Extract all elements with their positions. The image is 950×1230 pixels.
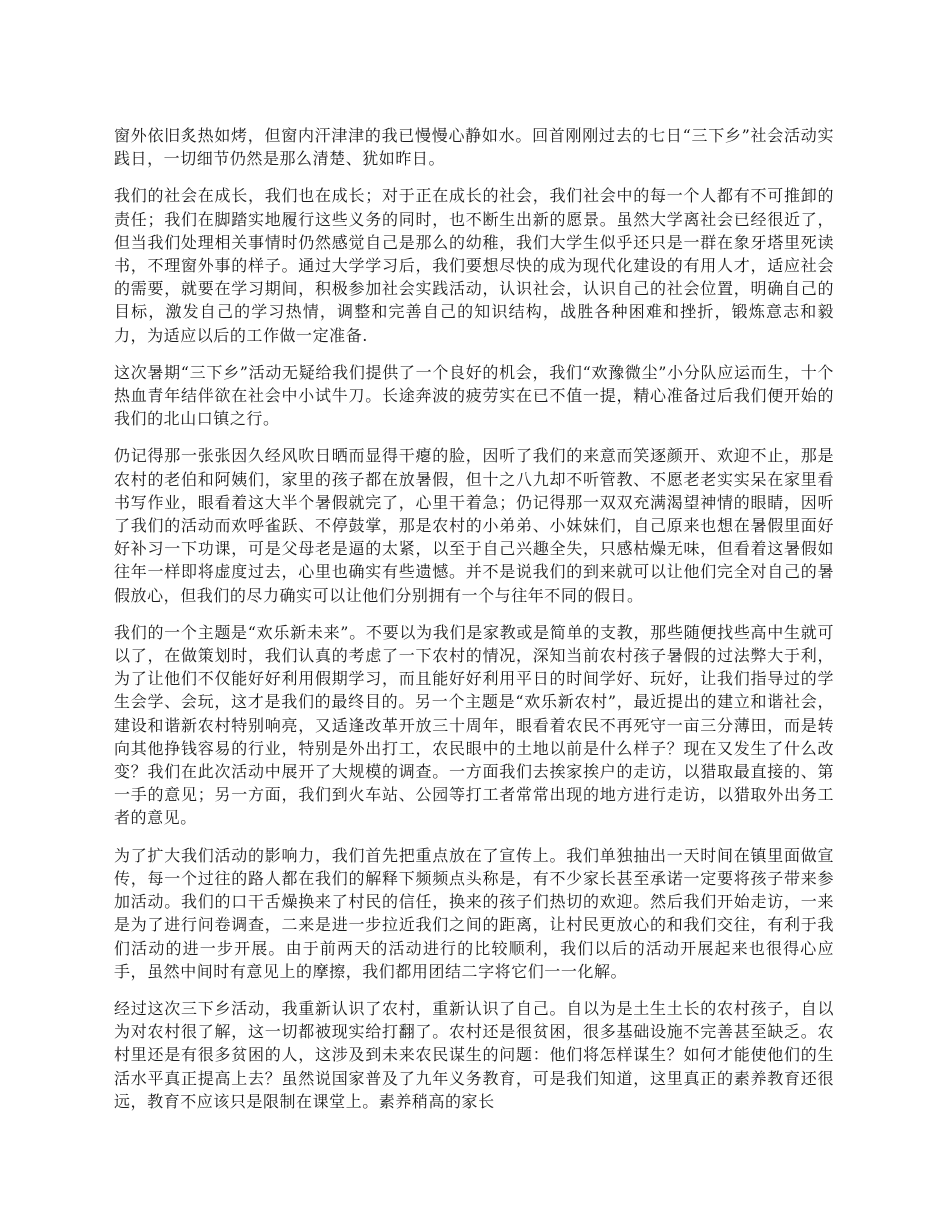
- paragraph: 我们的一个主题是“欢乐新未来”。不要以为我们是家教或是简单的支教，那些随便找些高中生就可以了，在做策划时，我们认真的考虑了一下农村的情况，深知当前农村孩子暑假的过法弊大于利，为了让他们不仅能好好利用假期学习，而且能好好利用平日的时间学好、玩好，让我们指导过的学生会学、会玩，这才是我们的最终目的。另一个主题是“欢乐新农村”，最近提出的建立和谐社会，建设和谐新农村特别响亮，又适逢改革开放三十周年，眼看着农民不再死守一亩三分薄田，而是转向其他挣钱容易的行业，特别是外出打工，农民眼中的土地以前是什么样子？现在又发生了什么改变？我们在此次活动中展开了大规模的调查。一方面我们去挨家挨户的走访，以猎取最直接的、第一手的意见；另一方面，我们到火车站、公园等打工者常常出现的地方进行走访，以猎取外出务工者的意见。: [114, 622, 834, 828]
- document-page: [114, 124, 834, 1127]
- paragraph: 为了扩大我们活动的影响力，我们首先把重点放在了宣传上。我们单独抽出一天时间在镇里面做宣传，每一个过往的路人都在我们的解释下频频点头称是，有不少家长甚至承诺一定要将孩子带来参加活动。我们的口干舌燥换来了村民的信任，换来的孩子们热切的欢迎。然后我们开始走访，一来是为了进行问卷调查，二来是进一步拉近我们之间的距离，让村民更放心的和我们交往，有利于我们活动的进一步开展。由于前两天的活动进行的比较顺利，我们以后的活动开展起来也很得心应手，虽然中间时有意见上的摩擦，我们都用团结二字将它们一一化解。: [114, 845, 834, 981]
- paragraph: 我们的社会在成长，我们也在成长；对于正在成长的社会，我们社会中的每一个人都有不可推卸的责任；我们在脚踏实地履行这些义务的同时，也不断生出新的愿景。虽然大学离社会已经很近了，但当我们处理相关事情时仍然感觉自己是那么的幼稚，我们大学生似乎还只是一群在象牙塔里死读书，不理窗外事的样子。通过大学学习后，我们要想尽快的成为现代化建设的有用人才，适应社会的需要，就要在学习期间，积极参加社会实践活动，认识社会，认识自己的社会位置，明确自己的目标，激发自己的学习热情，调整和完善自己的知识结构，战胜各种困难和挫折，锻炼意志和毅力，为适应以后的工作做一定准备.: [114, 186, 834, 345]
- paragraph: 这次暑期“三下乡”活动无疑给我们提供了一个良好的机会，我们“欢豫微尘”小分队应运而生，十个热血青年结伴欲在社会中小试牛刀。长途奔波的疲劳实在已不值一提，精心准备过后我们便开始的我们的北山口镇之行。: [114, 362, 834, 429]
- paragraph: 经过这次三下乡活动，我重新认识了农村，重新认识了自己。自以为是土生土长的农村孩子，自以为对农村很了解，这一切都被现实给打翻了。农村还是很贫困，很多基础设施不完善甚至缺乏。农村里还是有很多贫困的人，这涉及到未来农民谋生的问题：他们将怎样谋生？如何才能使他们的生活水平真正提高上去？虽然说国家普及了九年义务教育，可是我们知道，这里真正的素养教育还很远，教育不应该只是限制在课堂上。素养稍高的家长: [114, 998, 834, 1111]
- paragraph: 仍记得那一张张因久经风吹日晒而显得干瘪的脸，因听了我们的来意而笑逐颜开、欢迎不止，那是农村的老伯和阿姨们，家里的孩子都在放暑假，但十之八九却不听管教、不愿老老实实呆在家里看书写作业，眼看着这大半个暑假就完了，心里干着急；仍记得那一双双充满渴望神情的眼睛，因听了我们的活动而欢呼雀跃、不停鼓掌，那是农村的小弟弟、小妹妹们，自己原来也想在暑假里面好好补习一下功课，可是父母老是逼的太紧，以至于自己兴趣全失，只感枯燥无味，但看着这暑假如往年一样即将虚度过去，心里也确实有些遗憾。并不是说我们的到来就可以让他们完全对自己的暑假放心，但我们的尽力确实可以让他们分别拥有一个与往年不同的假日。: [114, 446, 834, 605]
- paragraph: 窗外依旧炙热如烤，但窗内汗津津的我已慢慢心静如水。回首刚刚过去的七日“三下乡”社会活动实践日，一切细节仍然是那么清楚、犹如昨日。: [114, 126, 834, 169]
